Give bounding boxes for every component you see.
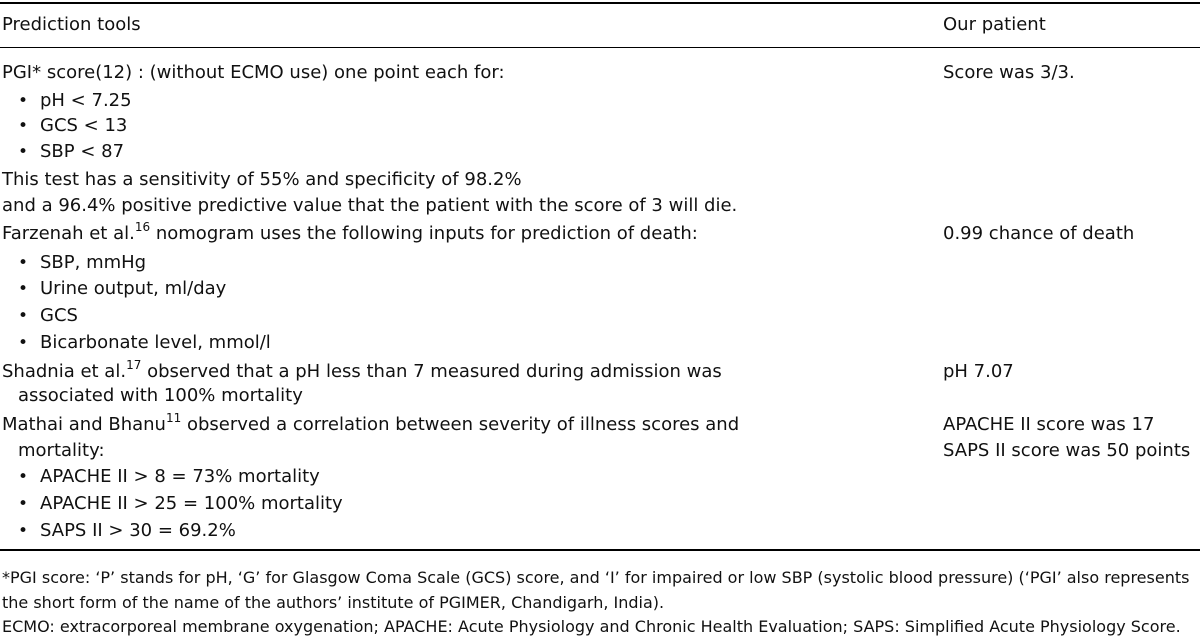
patient-saps-score: SAPS II score was 50 points — [943, 440, 1191, 461]
shadnia-continuation: associated with 100% mortality — [18, 385, 303, 406]
farzenah-bullet-sbp: • SBP, mmHg — [18, 251, 146, 275]
patient-apache-score: APACHE II score was 17 — [943, 414, 1155, 435]
patient-ph: pH 7.07 — [943, 361, 1014, 382]
shadnia-intro: Shadnia et al.$^{17}$ observed that a pH less than 7 measured during admission was — [2, 358, 722, 382]
table-bottom-rule — [0, 549, 1200, 551]
footnote-pgimer: the short form of the name of the authors’ institute of PGIMER, Chandigarh, India). — [2, 593, 665, 612]
table-top-rule — [0, 2, 1200, 4]
mathai-intro: Mathai and Bhanu$^{11}$ observed a correlation between severity of illness scores and — [2, 411, 740, 435]
farzenah-bullet-urine: • Urine output, ml/day — [18, 277, 226, 301]
header-our-patient: Our patient — [943, 14, 1046, 35]
header-rule — [0, 47, 1200, 48]
mathai-bullet-saps-30: • SAPS II > 30 = 69.2% — [18, 519, 236, 543]
patient-pgi-score: Score was 3/3. — [943, 62, 1075, 83]
footnote-pgi-definition: *PGI score: ‘P’ stands for pH, ‘G’ for Glasgow Coma Scale (GCS) score, and ‘I’ for impaired or low SBP (systolic blood pressure) (‘PGI’ also represents — [2, 568, 1190, 587]
header-prediction-tools: Prediction tools — [2, 14, 141, 35]
pgi-bullet-gcs: • GCS < 13 — [18, 114, 127, 138]
mathai-bullet-apache-8: • APACHE II > 8 = 73% mortality — [18, 465, 320, 489]
farzenah-bullet-gcs: • GCS — [18, 304, 78, 328]
mathai-bullet-apache-25: • APACHE II > 25 = 100% mortality — [18, 492, 343, 516]
mathai-continuation: mortality: — [18, 440, 105, 461]
pgi-bullet-ph: • pH < 7.25 — [18, 89, 132, 113]
pgi-bullet-sbp: • SBP < 87 — [18, 140, 124, 164]
farzenah-intro: Farzenah et al.$^{16}$ nomogram uses the following inputs for prediction of death: — [2, 220, 698, 244]
patient-death-chance: 0.99 chance of death — [943, 223, 1135, 244]
footnote-abbreviations: ECMO: extracorporeal membrane oxygenation; APACHE: Acute Physiology and Chronic Health Evaluation; SAPS: Simplified Acute Physiology Score. — [2, 617, 1181, 636]
pgi-ppv-note: and a 96.4% positive predictive value that the patient with the score of 3 will die. — [2, 195, 738, 216]
pgi-intro: PGI* score(12) : (without ECMO use) one point each for: — [2, 62, 505, 83]
farzenah-bullet-bicarbonate: • Bicarbonate level, mmol/l — [18, 331, 271, 355]
pgi-sensitivity-note: This test has a sensitivity of 55% and specificity of 98.2% — [2, 169, 522, 190]
